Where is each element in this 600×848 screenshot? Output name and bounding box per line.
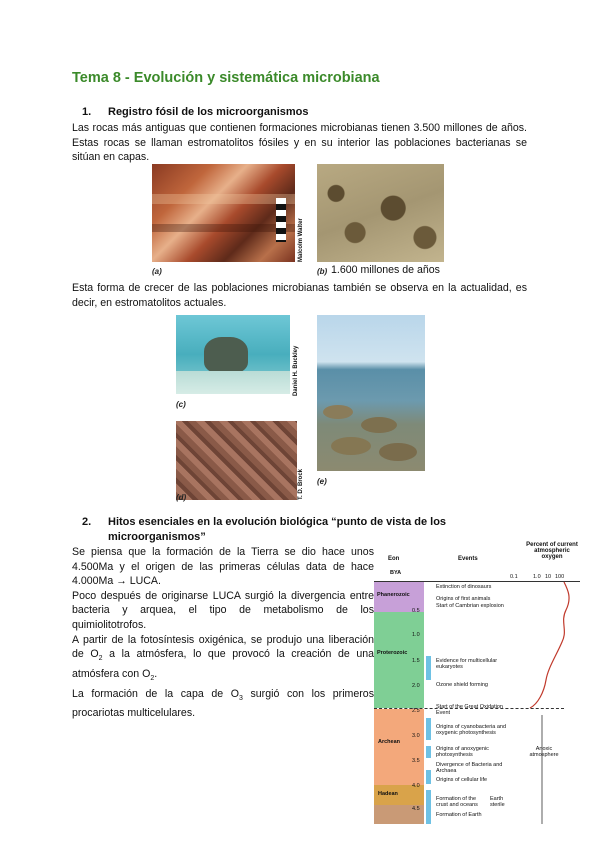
earth-history-timeline: [374, 540, 582, 824]
oxygen-curve: [530, 582, 569, 708]
col-oxygen: Percent of current atmospheric oxygen: [526, 542, 578, 560]
anoxic-label: Anoxic atmosphere: [529, 746, 559, 758]
earth-sterile-label: Earth sterile: [490, 796, 505, 808]
oxy-tick-3: 100: [555, 574, 565, 580]
modern-stromatolite-photo-c: [176, 315, 290, 394]
eon-hadean: Hadean: [374, 785, 424, 805]
photo-credit-c: Daniel H. Buckley: [293, 345, 299, 396]
eon-archean: Archean: [374, 709, 424, 785]
event-bar-multicellular: [426, 656, 431, 680]
stromatolite-fossil-photo-a: [152, 164, 295, 262]
oxy-tick-2: 10: [545, 574, 552, 580]
section2-heading-line2: microorganismos”: [108, 531, 206, 543]
event-bar-cellular-life: [426, 770, 431, 784]
event-5: Start of the Great Oxidation Event: [436, 704, 503, 716]
col-eon: Eon: [388, 556, 400, 562]
age-tick-5: 3.0: [412, 733, 420, 739]
event-1: Origins of first animals: [436, 596, 491, 602]
caption-d: (d): [176, 493, 187, 502]
bya-label: BYA: [390, 570, 402, 576]
stromatolite-fossil-photo-b: [317, 164, 444, 262]
age-tick-1: 1.0: [412, 632, 420, 638]
event-0: Extinction of dinosaurs: [436, 584, 492, 590]
photo-credit-a: Malcolm Walter: [298, 218, 304, 262]
section2-text: [72, 545, 374, 721]
age-tick-8: 4.5: [412, 806, 420, 812]
event-9: Origins of cellular life: [436, 777, 488, 783]
modern-stromatolite-photo-e: [317, 315, 425, 471]
section1-number: 1.: [82, 106, 92, 118]
section2-p3: A partir de la fotosíntesis oxigénica, se produjo una liberación de $O_2$ a la atmósfera, lo que provocó la creación de una atmósfera con $O_2$.: [72, 633, 374, 682]
section2-p2: Poco después de originarse LUCA surgió la divergencia entre bacteria y arquea, el tipo de metabolismo de los quimiolitotrofos.: [72, 589, 374, 631]
section2-heading-line1: Hitos esenciales en la evolución biológica “punto de vista de los: [108, 516, 447, 528]
event-bar-crust: [426, 790, 431, 824]
age-tick-7: 4.0: [412, 783, 420, 789]
microbial-mat-photo-d: [176, 421, 297, 500]
oxy-tick-1: 1.0: [533, 574, 541, 580]
scale-bar-icon: [276, 198, 286, 242]
oxy-tick-0: 0.1: [510, 574, 518, 580]
caption-c: (c): [176, 400, 186, 409]
event-8: Divergence of Bacteria and Archaea: [436, 762, 503, 774]
event-6: Origins of cyanobacteria and oxygenic photosynthesis: [436, 724, 507, 736]
age-tick-0: 0.5: [412, 608, 420, 614]
age-tick-4: 2.5: [412, 708, 420, 714]
age-note-b: 1.600 millones de años: [331, 264, 440, 276]
oxygen-curve-svg: [504, 580, 582, 824]
caption-b: (b): [317, 267, 328, 276]
page-title: Tema 8 - Evolución y sistemática microbiana: [72, 70, 380, 86]
age-tick-6: 3.5: [412, 758, 420, 764]
event-2: Start of Cambrian explosion: [436, 603, 504, 609]
col-events: Events: [458, 556, 478, 562]
event-11: Formation of Earth: [436, 812, 482, 818]
section2-p4: La formación de la capa de $O_3$ surgió con los primeros procariotas multicelulares.: [72, 687, 374, 720]
section1-para1: Las rocas más antiguas que contienen formaciones microbianas tienen 3.500 millones de años. Estas rocas se llaman estromatolitos fósiles y en su interior las poblaciones bacterianas se sitúan en capas.: [72, 122, 527, 164]
event-bar-cyanobacteria: [426, 718, 431, 740]
eon-proterozoic: Proterozoic: [374, 612, 424, 708]
event-10: Formation of the crust and oceans: [436, 796, 478, 808]
caption-a: (a): [152, 267, 162, 276]
age-tick-3: 2.0: [412, 683, 420, 689]
section2-number: 2.: [82, 516, 92, 528]
photo-credit-d: T. D. Brock: [298, 468, 304, 500]
event-3: Evidence for multicellular eukaryotes: [436, 658, 498, 670]
age-tick-2: 1.5: [412, 658, 420, 664]
section2-p1: Se piensa que la formación de la Tierra se dio hace unos 4.500Ma y el origen de las primeras células data de hace 4.000Ma → LUCA.: [72, 546, 374, 588]
event-bar-anoxygenic: [426, 746, 431, 758]
caption-e: (e): [317, 477, 327, 486]
section1-para2: Esta forma de crecer de las poblaciones microbianas también se observa en la actualidad, es decir, en estromatolitos actuales.: [72, 282, 527, 309]
eon-phanerozoic: Phanerozoic: [374, 582, 424, 612]
section1-heading: Registro fósil de los microorganismos: [108, 106, 309, 118]
event-7: Origins of anoxygenic photosynthesis: [436, 746, 489, 758]
event-4: Ozone shield forming: [436, 682, 488, 688]
